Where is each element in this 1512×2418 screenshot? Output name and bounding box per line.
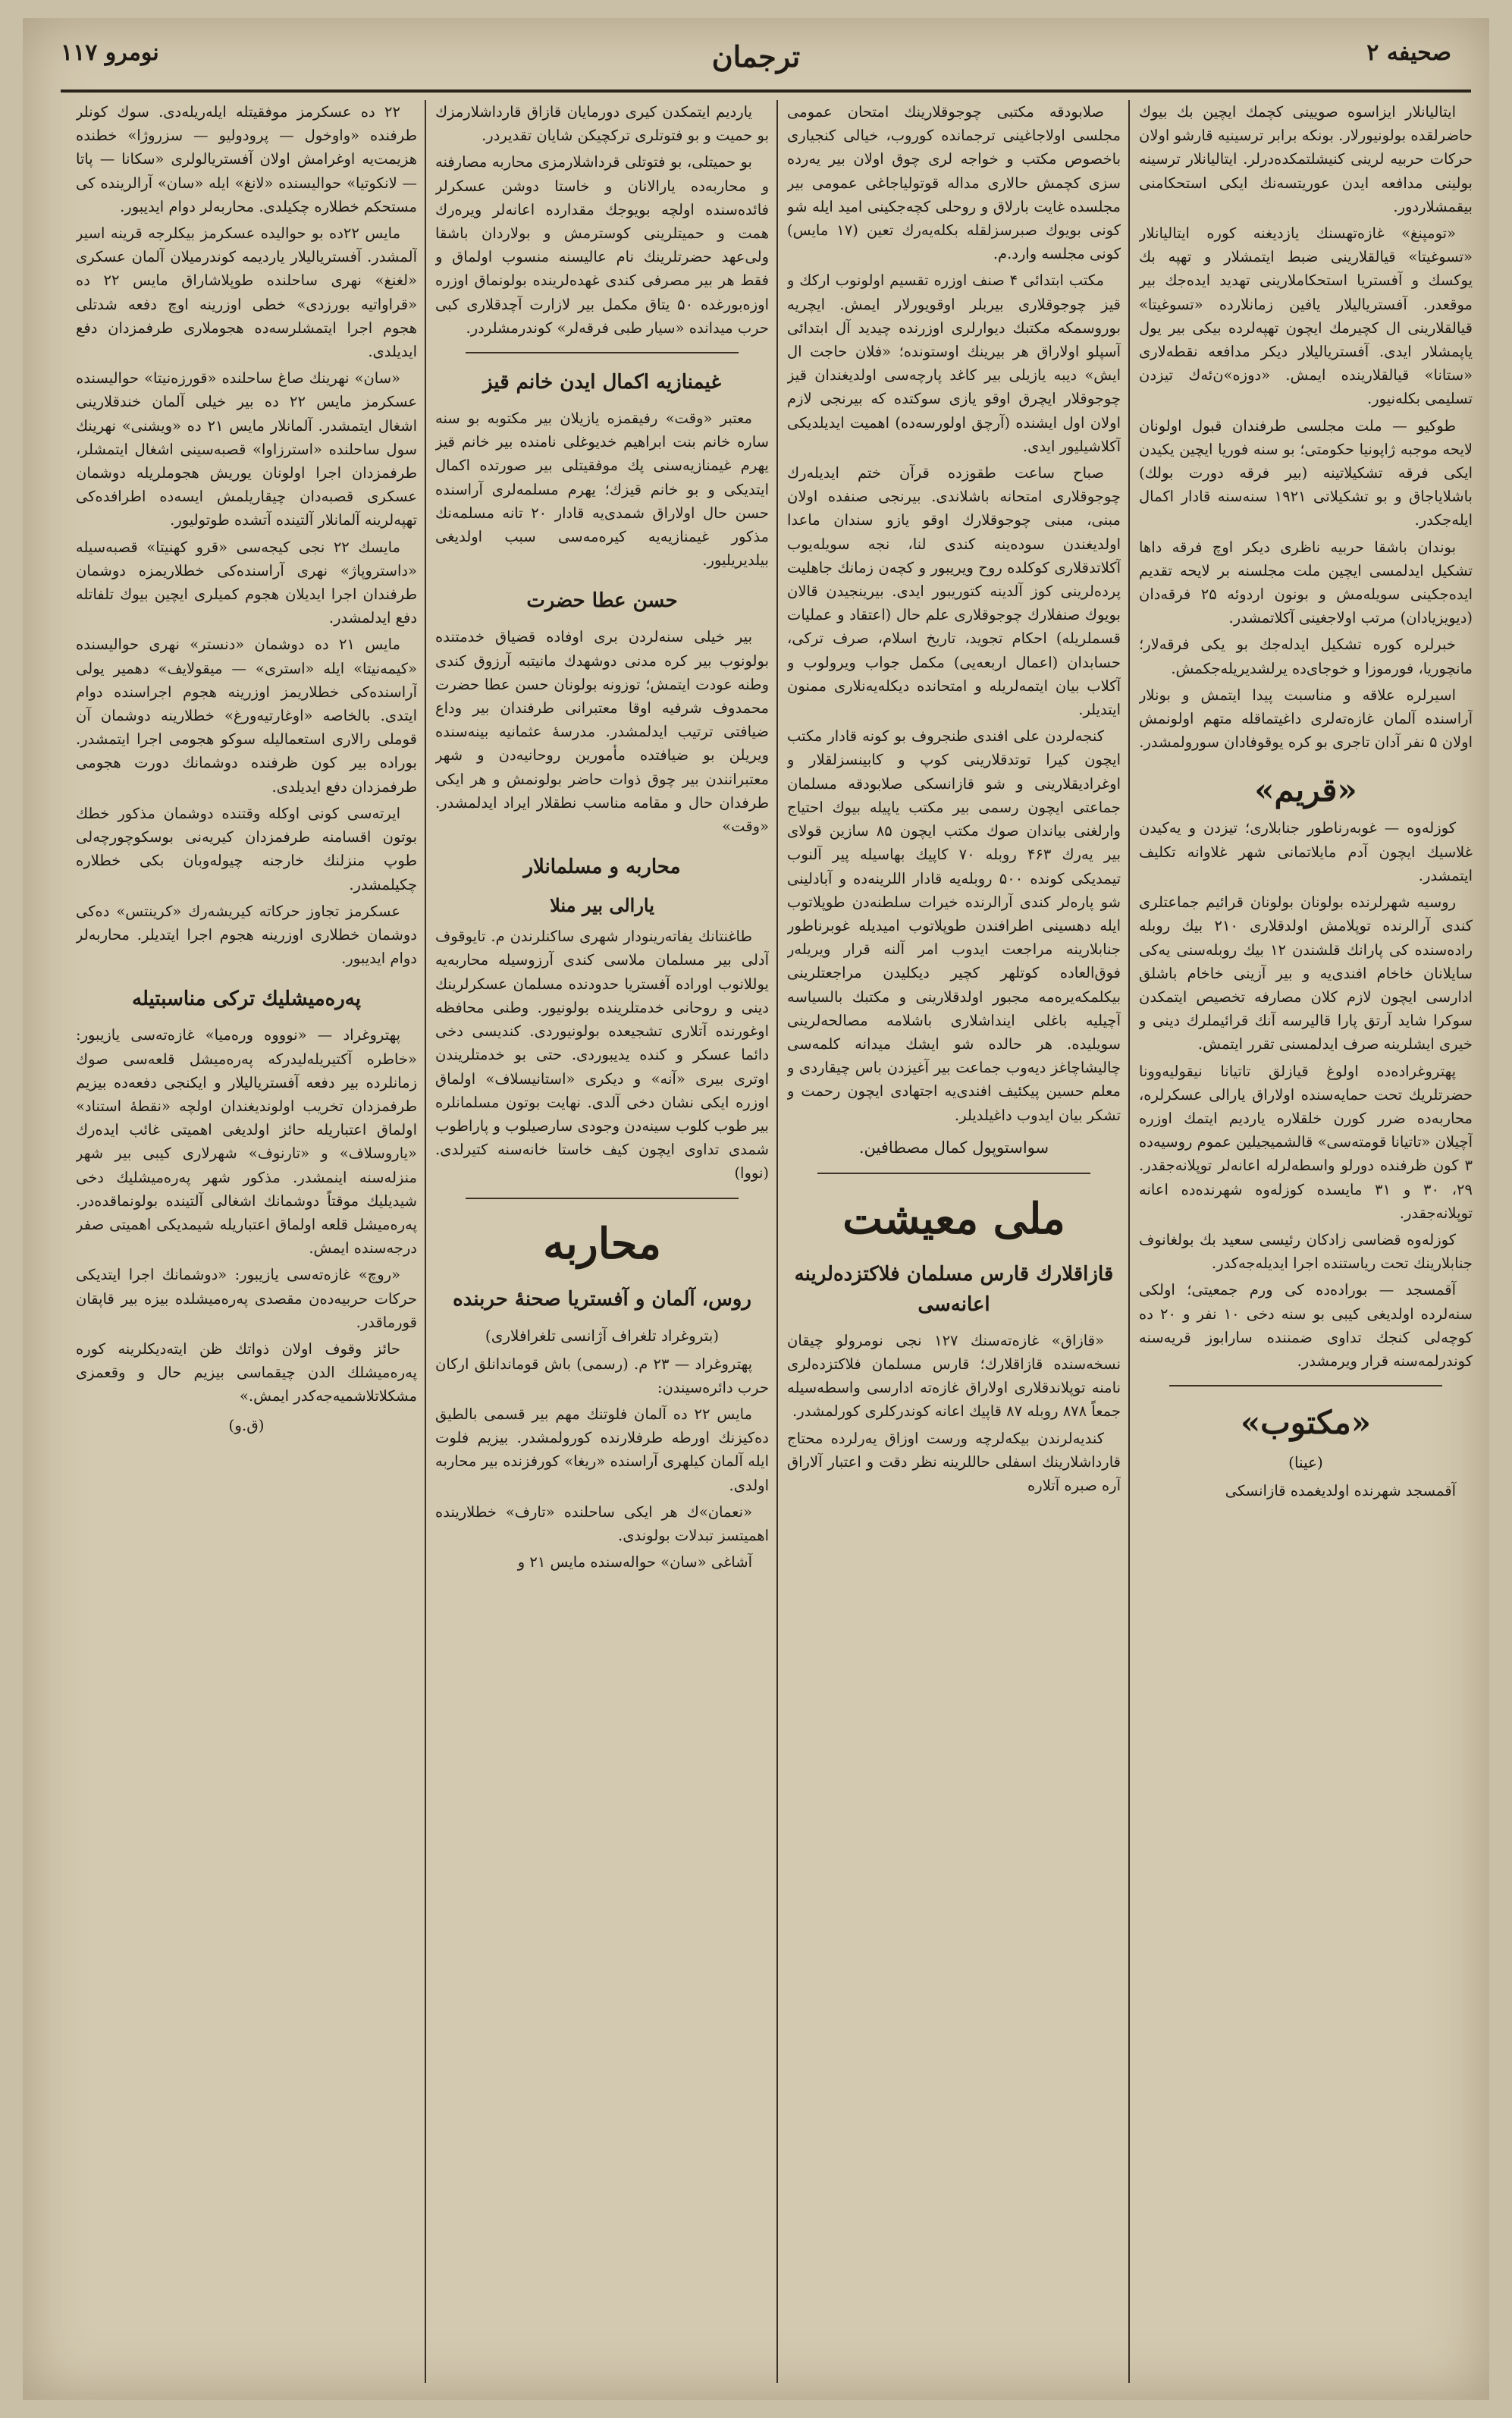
article-paragraph: عسکرمز تجاوز حرکاته کیریشه‌رك «کرینتس» ده‌کی دوشمان خطلاری اوزرینه هجوم اجرا ایتدیلر. محاربه‌لر دوام ایدیبور. — [76, 902, 417, 968]
article-paragraph: معتبر «وقت» رفیقمزه یازیلان بیر مکتوبه بو سنه ساره خانم بنت ابراهیم خدیوغلی نامنده بیر خانم قیز یهرم غیمنازیه‌سنی پك موفقیتلی بیر صورتده اکمال ایتدیکی و بو خانم قیزك؛ یهرم مسلمه‌لری آراسنده حسن حال اولاراق شمدی‌یه قادار ۲۰ تانه مسلمه‌نك مذکور غیمنازیه‌یه کیره‌مه‌سی سبب اولدیغی بیلدیریلیور. — [435, 410, 769, 570]
article-heading: پەرەمیشلیك ترکی مناسبتیله — [132, 988, 361, 1011]
article-paragraph: پهتروغراده‌ده اولوغ قیازلق تاتیانا نیقولیه‌وونا حضرتلریك تحت حمایه‌سنده اولاراق یارالی عسکرلره، محاربه‌ده ضرر کورن خلقلاره یاردیم ایتمك اوزره آچیلان «تاتیانا قومته‌سی» قالشمیجیلین عموم روسیه‌ده ۳ کون ظرفنده دورلو واسطه‌لرله اعانه‌لر توپلانه‌جقدر. ۲۹، ۳۰ و ۳۱ مایسده کوزله‌وه شهرنده‌ده اعانه توپلانه‌جقدر. — [1139, 1062, 1473, 1222]
article-paragraph: «نعمان»ك هر ایکی ساحلنده «تارف» خطلارینده اهمیتسز تبدلات بولوندی. — [435, 1503, 769, 1544]
article-subheading: یارالی بیر منلا — [550, 894, 654, 917]
article-heading: روس، آلمان و آفستریا صحنهٔ حربنده — [453, 1287, 751, 1311]
article-paragraph: خبرلره کوره تشکیل ایدله‌جك بو یکی فرقه‌لار؛ مانچوریا، فورموزا و خوجای‌ده یرلشدیریله‌جکمش. — [1139, 636, 1473, 677]
article-paragraph: کندیه‌لرندن بیکه‌لرچه ورست اوزاق یه‌رلرده محتاج قارداشلارینك اسفلی حاللرینه نظر دقت و اعتبار آلاراق آره صبره آتلاره — [787, 1429, 1121, 1494]
article-subheading: (بتروغراد تلغراف آژانسی تلغرافلاری) — [485, 1326, 720, 1345]
article-paragraph: «تومپنغ» غازه‌تهسنك یازدیغنه کوره ایتالیانلار «تسوغیتا» قیالقلارینی ضبط ایتمشلار و تهپه بك یوکسك و آفستریا استحکاملارینی تهدید ایده‌جك بیر موقعدر. آفستریالیلار یافین زمانلارده «تسوغیتا» قیالقلارینی ال کچیرمك ایچون تهپه‌لرده بیکی بیر یول یاپمشلار ایدی. آفستریالیلار دیکر مدافعه نقطه‌لاری «ستانا» قیالقلارینده ایمش. «دوزه»ن‌ئه‌ك تیزدن تسلیمی بکله‌نیور. — [1139, 225, 1473, 408]
source-tag: (ق.و) — [228, 1415, 265, 1434]
article-paragraph: بیر خیلی سنه‌لردن بری اوفاده قضیاق خدمتنده بولونوب بیر کره مدنی دوشهدك مانیتبه آرزوق کندی وطنه عودت ایتمش؛ توزونه بولونان حسن عطا حضرت محمدوف شرفیه اوقا معتبرانی طرفندان بیر وداع ضیافتی ترتیب ایدلمشدر. مدرسهٔ عثمانیه بینه‌سنده ویریلن بو ضیافتده مأمورین روحانیه‌دن و شهر معتبرانندن بیر چوق ذوات حاضر بولونمش و هر ایکی طرفدان حال و مقامه مناسب نطقلار ایراد ایدلمشدر. «وقت» — [435, 628, 769, 836]
column-rule — [1128, 100, 1130, 2383]
article-paragraph: اسیرلره علاقه و مناسبت پیدا ایتمش و بونلار آراسنده آلمان غازه‌ته‌لری داغیتماقله متهم اولونمش اولان ۵ نفر آدان تاجری بو کره یوقوفادان سورولمشدر. — [1139, 686, 1473, 752]
article-paragraph: طاغنتانك یفاته‌رینودار شهری ساکنلرندن م. تایوقوف آدلی بیر مسلمان ملاسی کندی آرزوسیله محاربه‌یه یوللانوب اوراده آفستریا حدودنده مسلمان عسکرلرینك دینی و روحانی خدمتلرینده بولونیور. وطنی محافظه اوغورنده آتلاری تشجیعده بولونیوردی. کندیسی دخی دائما عسکر و کنده یدیبوردی. حتی بو خدمتلریندن اوتری بیری «آنه» و دیکری «استانیسلاف» اولماق اوزره ایکی نشان دخی آلدی. نهایت بوتون مسلمانلره بیر طوب کلوب سینه‌دن وجودی سارصیلوب و پاراطوب شمدی تداوی ایچون کیف خاستا خانه‌سنه کتیرلدی. (نووا) — [435, 928, 769, 1182]
article-paragraph: یاردیم ایتمکدن کیری دورمایان قازاق قارداشلارمزك بو حمیت و بو فتوتلری ترکچیکن شایان تقدیردر. — [435, 103, 769, 145]
column-4 — [76, 100, 417, 2383]
section-title-national-life: ملی معیشت — [842, 1193, 1065, 1244]
section-ornament-crimea: «قریم» — [1254, 771, 1357, 809]
column-1 — [1139, 100, 1473, 2383]
article-paragraph: «قازاق» غازه‌ته‌سنك ۱۲۷ نجی نومرولو چیقان نسخه‌سنده قازاقلارك؛ قارس مسلمان فلاکتزده‌لری نامنه توپلاندقلاری اولاراق غازه‌ته ادارسی واسطه‌سیله جمعاً ۸۷۸ روبله ۸۷ قاپیك اعانه کوندرکلری کورلمشدر. — [787, 1331, 1121, 1421]
columns — [70, 100, 1473, 2383]
article-paragraph: پهتروغراد — ۲۳ م. (رسمی) باش قوماندانلق ارکان حرب دائرەسیندن: — [435, 1355, 769, 1396]
article-paragraph: روسیه شهرلرنده بولونان بولونان قرائیم جماعتلری کندی آرالرنده توپلامش اولدقلاری ۲۱۰ بیك روبله راده‌سنده کی پارانك قلشندن ۱۲ بیك روبله‌سنی یه‌کی سایلانان خاخام افندی‌یه و بیر آز‌ینی خاخام باشلق ادارسی ایچون لازم کلان مصارفه تخصیص ایتمکدن سو‌کرا شاید آرتق پارا قالیرسه آنك قرائیملرك دینی و خیری ایشلرینه صرف ایدلمسنی تقرر ایتمش. — [1139, 893, 1473, 1054]
article-paragraph: ۲۲ ده عسکرمز موفقیتله ایلەریله‌دی. سوك کونلر طرفنده «واوخول — پرودولیو — سزروژا» خطنده هزیمت‌یه اوغرامش اولان آفستریالولری «سکانا — پاتا — لانکوتیا» حوالیسنده «لانغ» ایله «سان» آرالرینده کی مستحکم خطلاره چکیلدی. محاربه‌لر دوام ایدیبور. — [76, 103, 417, 215]
signature: سواستوپول کمال مصطافین. — [858, 1138, 1049, 1157]
section-title-war: محاربه — [543, 1218, 661, 1269]
article-paragraph: صباح ساعت طقوزده قرآن ختم ایدیله‌رك چوجوقلاری امتحانه باشلاندی. بیرنجی صنفده اولان مبنی، مبنی چوجوقلارك اوقو یازو سندان ماعدا اولدیغندن سوده‌ینه کندی لنا، نجه سویله‌یوب آکلاتدقلاری کوکلده روح ویریبور و کچه‌ن زمانك جاهلیت پرده‌لرینی کوز آلدینه کتوریبور ایدی. بیرینجیدن قالان بویوك صنفلارك چوجوقلاری علم حال (اعتقاد و عملیات قسملریله) احکام تجوید، تاریخ اسلام، صرف ترکی، حسابدان (اعمال اربعه‌یی) مکمل جواب ویرولوب و آکلاب بیان ایتمه‌لریله و امتحانده دیکله‌یه‌نلاری ممنون ایتدیلر. — [787, 464, 1121, 719]
masthead-rule — [61, 89, 1471, 93]
page-label: صحیفه ۲ — [1366, 39, 1451, 66]
masthead — [45, 36, 1467, 83]
letter-heading: «مکتوب» — [1240, 1404, 1372, 1442]
column-rule — [776, 100, 778, 2383]
paper-name: ترجمان — [711, 39, 801, 74]
issue-label: نومرو ۱۱۷ — [61, 39, 159, 66]
article-paragraph: مایس ۲۲ده بو حوالیده عسکرمز بیکلرجه قرینه اسیر آلمشدر. آفستریالیلار یاردیمه کوندرمیلان آلمان عسکری «لغنغ» نهری ساحلنده طوپلاشاراق مایس ۲۲ ده «قراواتیه بورزدی» خطی اوزرینه اوچ دفعه شدتلی هجوم اجرا ایتمشلرسه‌ده هجوملاری طرفمزدان دفع ایدیلدی. — [76, 225, 417, 361]
article-paragraph: مکتب ابتدائی ۴ صنف اوزره تقسیم اولونوب ارکك و قیز چوجوقلاری بیربلر اوقویورلار ایمش. ایچریه بوروسمکه مکتبك دیوارلری اوزرنده چیدید آل ابتدائی آسپلو اولاراق هر بیرینك اوستونده؛ «فلان حاجت ال ایش» دیبه یازیلی بیر کاغد پارچه‌سی اولدیغندان قیز چوجوقلار ایچرق اوقو یازی سوکتده که بیرنجی لازم اولان اول ایشنده (آرچق اولورسه‌ده) اهمیت ایدیلدیکی آکلاشیلیور ایدی. — [787, 272, 1121, 455]
article-paragraph: حائز وقوف اولان ذواتك ظن ایته‌دیکلرینه کوره پەرەمیشلك الدن چیقماسی بیزیم حال و وقعمزی مشکلاتلاشمیه‌جەکدر ایمش.» — [76, 1339, 417, 1405]
article-paragraph: ایتالیانلار ایزاسوه صویینی کچمك ایچین بك بیوك حاضرلقده بولونیورلار. بونکه برابر ترسینیه قارشو اولان حرکات حربیه لرینی کنیشلتمکده‌درلر. ایتالیانلار ترسینه بولینی مدافعه ایدن عوریتسه‌نك ایکی استحکامنی بیقمشلاردور. — [1139, 103, 1473, 215]
article-paragraph: مایسك ۲۲ نجی کیجه‌سی «قرو کهنیتا» قصبه‌سیله «داستروپاژ» نهری آراسنده‌کی خطلاریمزه دوشمان طرفندان اجرا ایدیلان هجوم کمیلری ایچین بیوك تلفاتله دفع ایدلمشدر. — [76, 538, 417, 627]
divider — [466, 352, 739, 353]
article-heading: قازاقلارك قارس مسلمان فلاکتزده‌لرینه اعانه‌سی — [794, 1262, 1114, 1316]
article-paragraph: کوزله‌وه — غوبه‌رناطور جنابلاری؛ تیزدن و یه‌کیدن غلاسیك ایچون آدم مایلاتمانی شهر غلاوانه تکلیف ایتمشدر. — [1139, 819, 1473, 884]
article-paragraph: «روچ» غازه‌ته‌سی یازیبور: «دوشمانك اجرا ایتدیکی حرکات حربیه‌دەن مقصدی پەرەمیشلده بیزه بیر قاپقان قورماقدر. — [76, 1266, 417, 1331]
article-paragraph: آشاغی «سان» حواله‌سنده مایس ۲۱ و — [517, 1553, 752, 1572]
column-rule — [425, 100, 426, 2383]
article-heading: غیمنازیه اکمال ایدن خانم قیز — [483, 371, 721, 394]
article-paragraph: ایرته‌سی کونی اوکله وقتنده دوشمان مذکور خطك بوتون اقسامنه طرفمزدان کیریه‌نی بوسکوچورچه‌لی طوپ منزلنك خارجنه چیوله‌وبان بکی خطلاره چکیلمشدر. — [76, 804, 417, 893]
divider — [466, 1198, 739, 1199]
article-paragraph: «سان» نهرینك صاغ ساحلنده «قورزه‌نیتا» حوالیسنده عسکرمز مایس ۲۲ ده بیر خیلی آلمان خندقلارینی اشغال ایتمشدر. آلمانلار مایس ۲۱ ده «ویشنی» نهرینك سول ساحلنده «استرزاوا» قصبه‌سینی اشغال ایتمشلر، طرفمزدان اجرا اولونان یوریش هجوملریله دوشمان عسکری قصبه‌دان چیقاریلمش ایسه‌ده اطرافده‌کی تهپه‌لرینه آلمانلار آلتینده آتشده طوتولیور. — [76, 369, 417, 529]
divider — [817, 1173, 1090, 1174]
column-2 — [787, 100, 1121, 2383]
article-heading: محاربه و مسلمانلار — [523, 856, 681, 879]
article-paragraph: آقمسجد شهرنده اولدیغمده قازانسکی — [1225, 1482, 1456, 1500]
article-paragraph: پهتروغراد — «نوووه وره‌میا» غازه‌ته‌سی یازیبور: «خاطره‌ آکتیریلەلیدرکه پەرەمیشل قلعه‌سی صوك زمانلرده بیر دفعه آفستریالیلار و ایکنجی دفعه‌ده بیزیم طرفمزدان تخریب اولوندیغندان اولچه «نقطهٔ استناد» اولماق اعتباریله حائز اولدیغی اهمیتی غائب ایدەرك «یاروسلاف» و «تارنوف» شهرلاری کیبی بیر شهر منزله‌سنه اینمشدر. مذکور شهر پەرەمیشلیك دخی شیدیلیك موقتاً دوشمانك اشغالی آلتینده بولونماقدەدر. پەرەمیشل قلعه اولماق اعتباریله شیمدیکی اهمیتی صفر درجه‌سنده ایمش. — [76, 1026, 417, 1258]
article-paragraph: آقمسجد — بوراده‌ده کی ورم جمعیتی؛ اولکی سنه‌لرده اولدیغی کیبی بو سنه دخی ۱۰ نفر و ۲۰ ده کوچه‌لی کنجك تداوی ضمننده سارابوز قریه‌سنه کوندرلمه‌سنه قرار ویرمشدر. — [1139, 1281, 1473, 1370]
letter-subheading: (عینا) — [1288, 1453, 1323, 1472]
divider — [1169, 1385, 1442, 1386]
article-paragraph: طوکیو — ملت مجلسی طرفندان قبول اولونان لایحه موجبه ژاپونیا حکومتی؛ بو سنه فوریا ایچین یکیدن ایکی فرقه تشکیلاتینه (بیر فرقه دورت بولك) باشلایاجاق و بو تشکیلاتی ۱۹۲۱ سنه‌سنه قادار اکمال ایله‌جکدر. — [1139, 416, 1473, 529]
article-paragraph: صلابودقه مکتبی چوجوقلارینك امتحان عمومی مجلسی اولاجاغینی ترجمانده کوروب، خیالی کنجیاری باخصوص مکتب و خواجه لری چوق اولان بیر یه‌رده سزی کچمش حالاری مداله قوتولیاجاغی عمومی بیر مجلسده غایت بارلاق و روحلی کچه‌جکینی امید ایله شو کونی بویوك صبرسزلقله بکله‌یه‌رك تعین (۱۷ مایس) کونی مجلسه وارد.م. — [787, 103, 1121, 263]
article-paragraph: بوندان باشقا حربیه ناظری دیکر اوچ فرقه داها تشکیل ایدلمسی ایچین ملت مجلسنه بر لایحه تقدیم ایده‌جکینی سویله‌مش و بونون اردوئه ۲۵ فرقه‌دان (دیویزیادان) مرتب اولاجغینی آکلاتمشدر. — [1139, 538, 1473, 627]
article-paragraph: بو حمیتلی، بو فتوتلی قرداشلارمزی محاربه مصارفنه و محاربه‌ده یارالانان و خاستا دوشن عسکرلر فائده‌سنده اولچه بویوجك مقدارده اعانه‌لر ویره‌رك همت و حمیتلرینی کوسترمش و بولاردان باشقا ولی‌عهد حضرتلرینك نام عالیسنه منسوب اولماق و فقط هر بیر مصرفی کندی غهده‌لرینده بولونماق اوزره اوزه‌بورغده ۵۰ یتاق مکمل بیر لازارت آچدقلاری کبی حرب میدانده «سیار طبی فرقه‌لر» کوندرمشلردر. — [435, 153, 769, 337]
column-3 — [435, 100, 769, 2383]
article-paragraph: کنجه‌لردن علی افندی طنجروف بو کونه قادار مکتب ایچون کیرا توتدقلارینی کوپ و کابینسزلقلار و اوغرادیقلارینی و شو قازانسکی صلابودقه مسلمان جماعتی ایچون رسمی بیر مکتب یاپیله بیوك احتیاج وارلغنی بیاندان صوك مکتب ایچون ۸۵ سازین قولای بیر یه‌رك ۴۶۳ روبله ۷۰ کاپیك بهاسیله پیر آلنوب تیمدیکی کونده ۵۰۰ روبله‌یه قادار اللرینه‌ده و آبادلینی شو پاره‌لر کندی آرالرنده خیرات سلطنه‌دن طوپلاتوب ایله دهسینی اطرافندن طوپلاتوب امیدیله غوبرناطور جنابلارینه مراجعت ایدوب امر آلنه قرار ویریله‌ر فوق‌العاده کوتلهر کچیر دیکلیدن مراجعتلرینی بیکلمکه‌یره‌مه مجبور اولدقلارینی و مکتبك بالسیاسه آچیلیه باغلی اینداشلاری باشلامه مصالحه‌لرینی سویلیده. هر حالده شو ایشك میدانه کلمه‌سی چالیشاچاغز دیه‌وب جماعت بیر آغیزدن باس چیقاردی و معلم حسین پیکئیف افندی‌یه اجتهادی ایچون رحمت و تشکر بیان ایدوب داغیلدیلر. — [787, 727, 1121, 1124]
article-paragraph: کوزله‌وه قضاسی زادکان رئیسی سعید بك بولغانوف جنابلارینك تحت ریاستنده اجرا ایدیله‌جه‌کدر. — [1139, 1230, 1473, 1273]
article-heading: حسن عطا حضرت — [526, 589, 678, 613]
article-paragraph: مایس ۲۱ ده دوشمان «دنستر» نهری حوالیسنده «کیمه‌نیتا» ایله «استری» — میقولایف» دهمیر یولی آراسنده‌کی خطلاریمز اوزرینه هجوم اجراسنده دوام ایتدی. بالخاصه «اوغارتیه‌ورغ» خطلارینه دوشمان آن قوملی رالاری استعمالیله سوکو هجومی اجرا ایتمشدر. بوراده بیر کون ظرفنده دوشمانك دورت هجومی طرفمزدان دفع ایدیلدی. — [76, 636, 417, 796]
article-paragraph: مایس ۲۲ ده آلمان فلوتنك مهم بیر قسمی بالطیق ده‌کیزنك اورطه طرفلارنده کورولمشدر. بیزیم فلوت ایله آلمان کیلهری آراسنده «ریغا» کورفزنده بیر محاربه اولدی. — [435, 1405, 769, 1494]
